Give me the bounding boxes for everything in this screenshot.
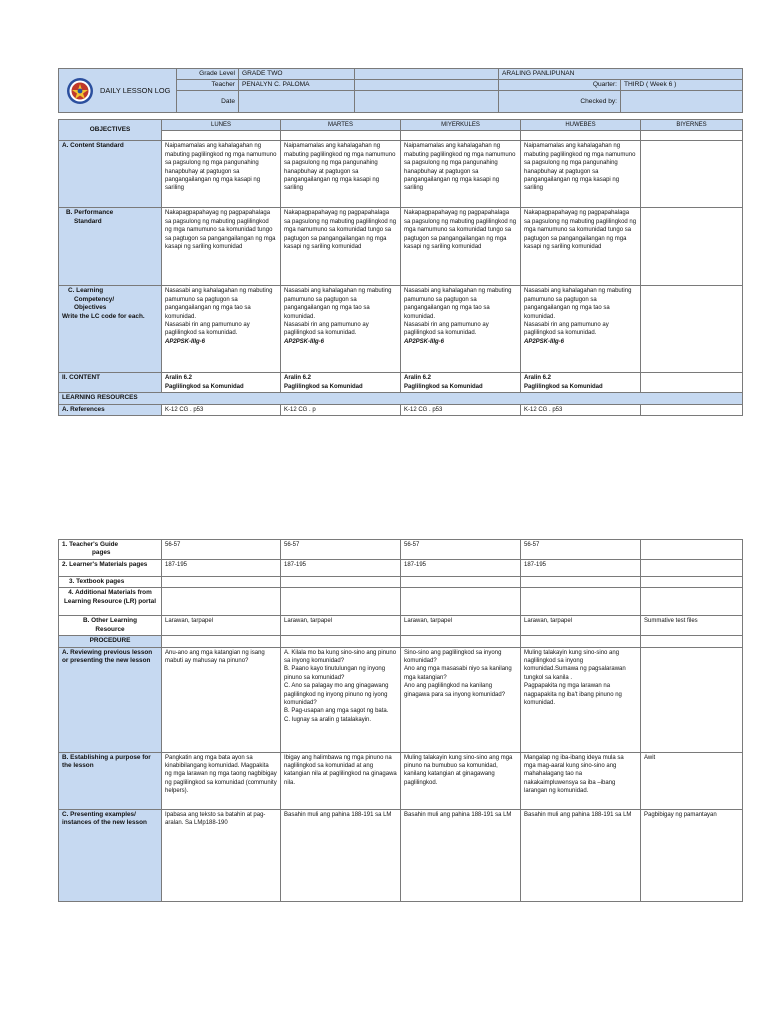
table-cell: [641, 373, 743, 393]
table-row: [59, 141, 743, 208]
table-cell: 187-195: [401, 560, 521, 577]
learners-materials-label: 2. Learner's Materials pages: [59, 560, 162, 577]
table-row: [59, 752, 743, 809]
day-header-lunes: LUNES: [162, 120, 281, 131]
table-cell: Basahin muli ang pahina 188-191 sa LM: [401, 809, 521, 901]
day-header-huwebes: HUWEBES: [521, 120, 641, 131]
label-line: Standard: [74, 217, 102, 225]
table-cell: Larawan, tarpapel: [281, 616, 401, 636]
additional-materials-label: 4. Additional Materials from Learning Resource (LR) portal: [59, 588, 162, 616]
table-cell: [401, 286, 521, 373]
cell-text: Pagpapakita ng mga larawan na nagpapakita ng iba't ibang pinuno ng komunidad.: [524, 683, 622, 707]
table-cell: 187-195: [281, 560, 401, 577]
cell-text: A. Kilala mo ba kung sino-sino ang pinuno sa inyong komunidad?: [284, 649, 397, 665]
competency-label: [59, 286, 162, 373]
table-row: [59, 286, 743, 373]
table-cell: Summative test files: [641, 616, 743, 636]
header-logo-cell: [59, 69, 177, 113]
table-cell: [641, 286, 743, 373]
subject-value: ARALING PANLIPUNAN: [499, 69, 743, 80]
quarter-value: THIRD ( Week 6 ): [621, 80, 743, 91]
table-cell: [641, 560, 743, 577]
cell-text: Paglilingkod sa Komunidad: [404, 383, 483, 390]
table-cell: [281, 647, 401, 752]
references-label: A. References: [59, 404, 162, 415]
cell-text: Nasasabi rin ang pamumuno ay paglilingkod sa komunidad.: [165, 322, 250, 337]
table-cell: [162, 373, 281, 393]
grade-level-value: GRADE TWO: [239, 69, 355, 80]
label-line: Competency/: [74, 295, 115, 303]
content-label: II. CONTENT: [59, 373, 162, 393]
checked-by-label: Checked by:: [499, 91, 621, 113]
table-row: [59, 560, 743, 577]
day-header-miyerkules: MIYERKULES: [401, 120, 521, 131]
cell-text: C. Ano sa palagay mo ang ginagawang paglilingkod ng inyong pinuno ng iyong komunidad?: [284, 683, 389, 707]
table-cell: Nakapagpapahayag ng pagpapahalaga sa pagsulong ng mabuting paglilingkod ng mga namumuno sa komunidad tungo sa pagtugon sa pangangailangan ng mga kasapi ng sariling komunidad: [162, 208, 281, 286]
table-cell: Larawan, tarpapel: [401, 616, 521, 636]
objectives-table: [58, 119, 743, 416]
table-cell: 56-57: [401, 540, 521, 560]
cell-text: Paglilingkod sa Komunidad: [284, 383, 363, 390]
table-cell: Naipamamalas ang kahalagahan ng mabuting paglilingkod ng mga namumuno sa pagsulong ng mga pangunahing hanapbuhay at pagtugon sa pangangailangan ng mga kasapi ng sariling: [521, 141, 641, 208]
table-row: [59, 373, 743, 393]
day-header-biyernes: BIYERNES: [641, 120, 743, 131]
day-header-martes: MARTES: [281, 120, 401, 131]
table-row: [59, 588, 743, 616]
cell-text: B. Paano kayo tinutulungan ng inyong pinuno sa komunidad?: [284, 666, 386, 681]
table-cell: 56-57: [281, 540, 401, 560]
performance-standard-label: [59, 208, 162, 286]
grade-level-label: Grade Level: [177, 69, 239, 80]
cell-text: Nasasabi ang kahalagahan ng mabuting pamumuno sa pagtugon sa pangangailangan ng mga tao sa komunidad.: [404, 288, 512, 320]
table-cell: [401, 373, 521, 393]
table-cell: Ibigay ang halimbawa ng mga pinuno na naglilingkod sa komunidad at ang katangian nila at paglilingkod na ginagawa nila.: [281, 752, 401, 809]
table-cell: 187-195: [521, 560, 641, 577]
teacher-label: Teacher: [177, 80, 239, 91]
label-line: C. Learning: [68, 287, 104, 295]
cell-text: Ano ang paglilingkod na kanilang ginagawa para sa inyong komunidad?: [404, 683, 506, 698]
procedure-header: PROCEDURE: [59, 636, 162, 647]
table-cell: Muling talakayin kung sino-sino ang mga pinuno na bumubuo sa komunidad, kanilang katangian at ginagawang paglilingkod.: [401, 752, 521, 809]
presenting-label: C. Presenting examples/ instances of the new lesson: [59, 809, 162, 901]
table-cell: Nakapagpapahayag ng pagpapahalaga sa pagsulong ng mabuting paglilingkod ng mga namumuno sa komunidad tungo sa pagtugon sa pangangailangan ng mga kasapi ng sariling komunidad: [281, 208, 401, 286]
cell-text: C. Iugnay sa aralin g tatalakayin.: [284, 716, 372, 723]
cell-text: Aralin 6.2: [404, 375, 432, 382]
table-row: [59, 809, 743, 901]
table-cell: K-12 CG . p: [281, 404, 401, 415]
cell-text: B. Pag-usapan ang mga sagot ng bata.: [284, 708, 389, 715]
table-cell: [521, 286, 641, 373]
header-table: [58, 68, 743, 113]
cell-text: Paglilingkod sa Komunidad: [165, 383, 244, 390]
table-cell: [641, 208, 743, 286]
other-resources-label: [59, 616, 162, 636]
table-cell: [401, 647, 521, 752]
label-line: pages: [92, 549, 111, 557]
table-cell: [521, 373, 641, 393]
table-cell: [162, 647, 281, 752]
table-cell: Basahin muli ang pahina 188-191 sa LM: [281, 809, 401, 901]
table-cell: Naipamamalas ang kahalagahan ng mabuting paglilingkod ng mga namumuno sa pagsulong ng mga pangunahing hanapbuhay at pagtugon sa pangangailangan ng mga kasapi ng sariling: [401, 141, 521, 208]
lc-code: AP2PSK-IIIg-6: [284, 338, 325, 345]
table-row: [59, 577, 743, 588]
table-cell: Nakapagpapahayag ng pagpapahalaga sa pagsulong ng mabuting paglilingkod ng mga namumuno sa komunidad tungo sa pagtugon sa pangangailangan ng mga kasapi ng sariling komunidad: [401, 208, 521, 286]
cell-text: Aralin 6.2: [284, 375, 312, 382]
cell-text: Nasasabi rin ang pamumuno ay paglilingkod sa komunidad.: [404, 322, 489, 337]
cell-text: Sino-sino ang paglilingkod sa inyong komunidad?: [404, 649, 502, 665]
table-cell: Awit: [641, 752, 743, 809]
purpose-label: B. Establishing a purpose for the lesson: [59, 752, 162, 809]
cell-text: Muling talakayin kung sino-sino ang naglilingkod sa inyong komunidad.Sumawa ng pagsalarawan tungkol sa kanila .: [524, 649, 626, 681]
table-cell: [641, 647, 743, 752]
table-row: [59, 404, 743, 415]
lc-code: AP2PSK-IIIg-6: [524, 338, 565, 345]
content-standard-label: A. Content Standard: [59, 141, 162, 208]
reviewing-label: A. Reviewing previous lesson or presenting the new lesson: [59, 647, 162, 752]
table-cell: [281, 373, 401, 393]
label-line: B. Other Learning: [83, 617, 137, 625]
label-line: B. Performance: [66, 209, 114, 217]
lc-code: AP2PSK-IIIg-6: [404, 338, 445, 345]
teachers-guide-label: [59, 540, 162, 560]
label-line: Resource: [95, 625, 125, 633]
table-cell: Larawan, tarpapel: [162, 616, 281, 636]
date-label: Date: [177, 91, 239, 113]
table-cell: [162, 286, 281, 373]
procedure-table: [58, 539, 743, 902]
cell-text: Aralin 6.2: [165, 375, 193, 382]
teacher-value: PENALYN C. PALOMA: [239, 80, 355, 91]
table-row: [59, 208, 743, 286]
table-cell: Ipabasa ang teksto sa batahin at pag-aralan. Sa LMp188-190: [162, 809, 281, 901]
cell-text: Nasasabi ang kahalagahan ng mabuting pamumuno sa pagtugon sa pangangailangan ng mga tao sa komunidad.: [284, 288, 392, 320]
table-cell: Larawan, tarpapel: [521, 616, 641, 636]
table-cell: 187-195: [162, 560, 281, 577]
table-cell: 56-57: [162, 540, 281, 560]
table-row: [59, 647, 743, 752]
cell-text: Nasasabi rin ang pamumuno ay paglilingkod sa komunidad.: [524, 322, 609, 337]
quarter-label: Quarter:: [499, 80, 621, 91]
table-cell: Pagbibigay ng pamantayan: [641, 809, 743, 901]
learning-resources-header: LEARNING RESOURCES: [59, 393, 743, 404]
label-line: 1. Teacher's Guide: [62, 541, 119, 548]
table-cell: Naipamamalas ang kahalagahan ng mabuting paglilingkod ng mga namumuno sa pagsulong ng mga pangunahing hanapbuhay at pagtugon sa pangangailangan ng mga kasapi ng sariling: [162, 141, 281, 208]
textbook-pages-label: 3. Textbook pages: [59, 577, 162, 588]
table-cell: [281, 286, 401, 373]
table-cell: 56-57: [521, 540, 641, 560]
page-title: DAILY LESSON LOG: [100, 85, 171, 95]
lc-code-note: Write the LC code for each.: [62, 312, 145, 320]
table-cell: K-12 CG . p53: [162, 404, 281, 415]
cell-text: Nasasabi ang kahalagahan ng mabuting pamumuno sa pagtugon sa pangangailangan ng mga tao sa komunidad.: [165, 288, 273, 320]
table-row: [59, 540, 743, 560]
objectives-header: OBJECTIVES: [59, 120, 162, 141]
deped-seal-icon: [66, 77, 94, 105]
table-cell: Basahin muli ang pahina 188-191 sa LM: [521, 809, 641, 901]
table-cell: Nakapagpapahayag ng pagpapahalaga sa pagsulong ng mabuting paglilingkod ng mga namumuno sa komunidad tungo sa pagtugon sa pangangailangan ng mga kasapi ng sariling komunidad: [521, 208, 641, 286]
table-cell: Naipamamalas ang kahalagahan ng mabuting paglilingkod ng mga namumuno sa pagsulong ng mga pangunahing hanapbuhay at pagtugon sa pangangailangan ng mga kasapi ng sariling: [281, 141, 401, 208]
cell-text: Ano ang mga masasabi niyo sa kanilang mga katangian?: [404, 666, 512, 681]
table-cell: Pangkatin ang mga bata ayon sa kinabibilangang komunidad. Magpakita ng mga larawan ng mga taong nagbibigay ng paglilingkod sa komunidad (community helpers).: [162, 752, 281, 809]
lc-code: AP2PSK-IIIg-6: [165, 338, 206, 345]
cell-text: Paglilingkod sa Komunidad: [524, 383, 603, 390]
table-cell: K-12 CG . p53: [401, 404, 521, 415]
table-cell: [641, 404, 743, 415]
table-cell: Mangalap ng iba-ibang ideya mula sa mga mag-aaral kung sino-sino ang mahahalagang tao na nakakaimpluwensya sa iba –ibang larangan ng komunidad.: [521, 752, 641, 809]
table-cell: K-12 CG . p53: [521, 404, 641, 415]
cell-text: Aralin 6.2: [524, 375, 552, 382]
table-cell: [641, 141, 743, 208]
cell-text: Anu-ano ang mga katangian ng isang mabuti ay mahusay na pinuno?: [165, 649, 265, 665]
table-cell: [521, 647, 641, 752]
table-row: [59, 616, 743, 636]
label-line: Objectives: [74, 304, 107, 312]
cell-text: Nasasabi ang kahalagahan ng mabuting pamumuno sa pagtugon sa pangangailangan ng mga tao sa komunidad.: [524, 288, 632, 320]
cell-text: Nasasabi rin ang pamumuno ay paglilingkod sa komunidad.: [284, 322, 369, 337]
table-cell: [641, 540, 743, 560]
